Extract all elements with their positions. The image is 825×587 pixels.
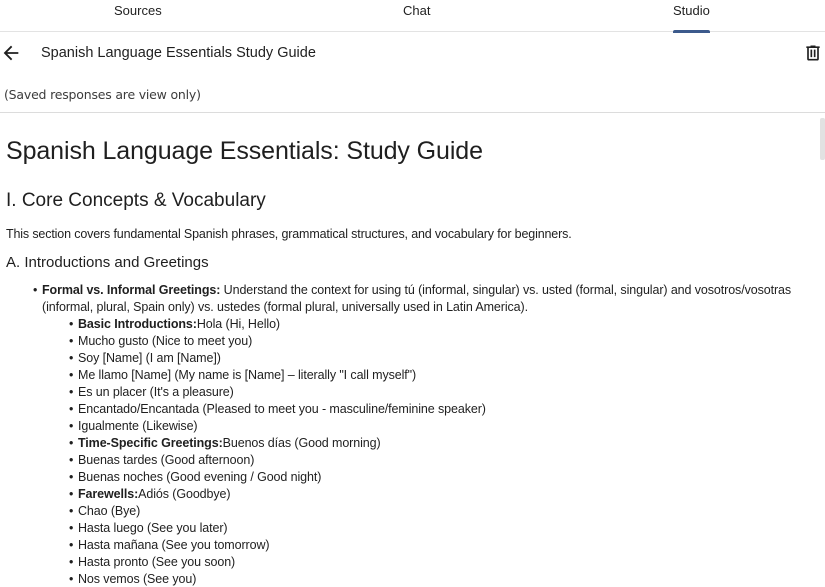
section-intro: This section covers fundamental Spanish phrases, grammatical structures, and vocabulary for beginners. [6, 227, 572, 241]
note-header [0, 32, 825, 76]
list-item: • Chao (Bye) [69, 504, 141, 518]
note-title: Spanish Language Essentials Study Guide [41, 45, 316, 61]
list-item: • Buenas noches (Good evening / Good night) [69, 470, 322, 484]
list-item: • Encantado/Encantada (Pleased to meet you - masculine/feminine speaker) [69, 402, 486, 416]
tab-studio[interactable]: Studio [673, 0, 710, 32]
list-item: • Hasta pronto (See you soon) [69, 555, 236, 569]
list-item: • Buenas tardes (Good afternoon) [69, 453, 255, 467]
top-tab-bar [0, 0, 825, 32]
document-title: Spanish Language Essentials: Study Guide [6, 137, 483, 165]
list-item: • Es un placer (It's a pleasure) [69, 385, 234, 399]
list-item: • Igualmente (Likewise) [69, 419, 198, 433]
list-item: • Hasta mañana (See you tomorrow) [69, 538, 270, 552]
arrow-left-icon [0, 42, 22, 64]
list-item: • Me llamo [Name] (My name is [Name] – literally "I call myself") [69, 368, 417, 382]
document-content [0, 113, 818, 587]
section-heading: I. Core Concepts & Vocabulary [6, 190, 266, 211]
list-item: • Mucho gusto (Nice to meet you) [69, 334, 253, 348]
list-item: • Farewells:Adiós (Goodbye) [69, 487, 231, 501]
scrollbar-thumb[interactable] [820, 118, 825, 160]
greetings-list [69, 316, 769, 587]
trash-icon [803, 43, 823, 63]
item-bold-label: Formal vs. Informal Greetings: [42, 283, 221, 297]
tab-chat[interactable]: Chat [403, 3, 431, 18]
back-button[interactable] [0, 42, 22, 64]
list-item: • Soy [Name] (I am [Name]) [69, 351, 221, 365]
view-only-notice: (Saved responses are view only) [4, 87, 201, 102]
delete-button[interactable] [803, 43, 825, 65]
list-item: • Time-Specific Greetings:Buenos días (Good morning) [69, 436, 381, 450]
list-item: • Nos vemos (See you) [69, 572, 197, 586]
list-item [33, 282, 803, 316]
list-item: • Basic Introductions:Hola (Hi, Hello) [69, 317, 280, 331]
bullet: • [33, 283, 38, 297]
list-item: • Hasta luego (See you later) [69, 521, 228, 535]
tab-sources[interactable]: Sources [114, 3, 162, 18]
item-text: Understand the context for using tú (informal, singular) vs. usted (formal, singular) and vosotros/vosotras (informal, plural, Spain only) vs. ustedes (formal plural, universally used in Latin America). [42, 283, 792, 314]
subsection-heading: A. Introductions and Greetings [6, 254, 209, 271]
